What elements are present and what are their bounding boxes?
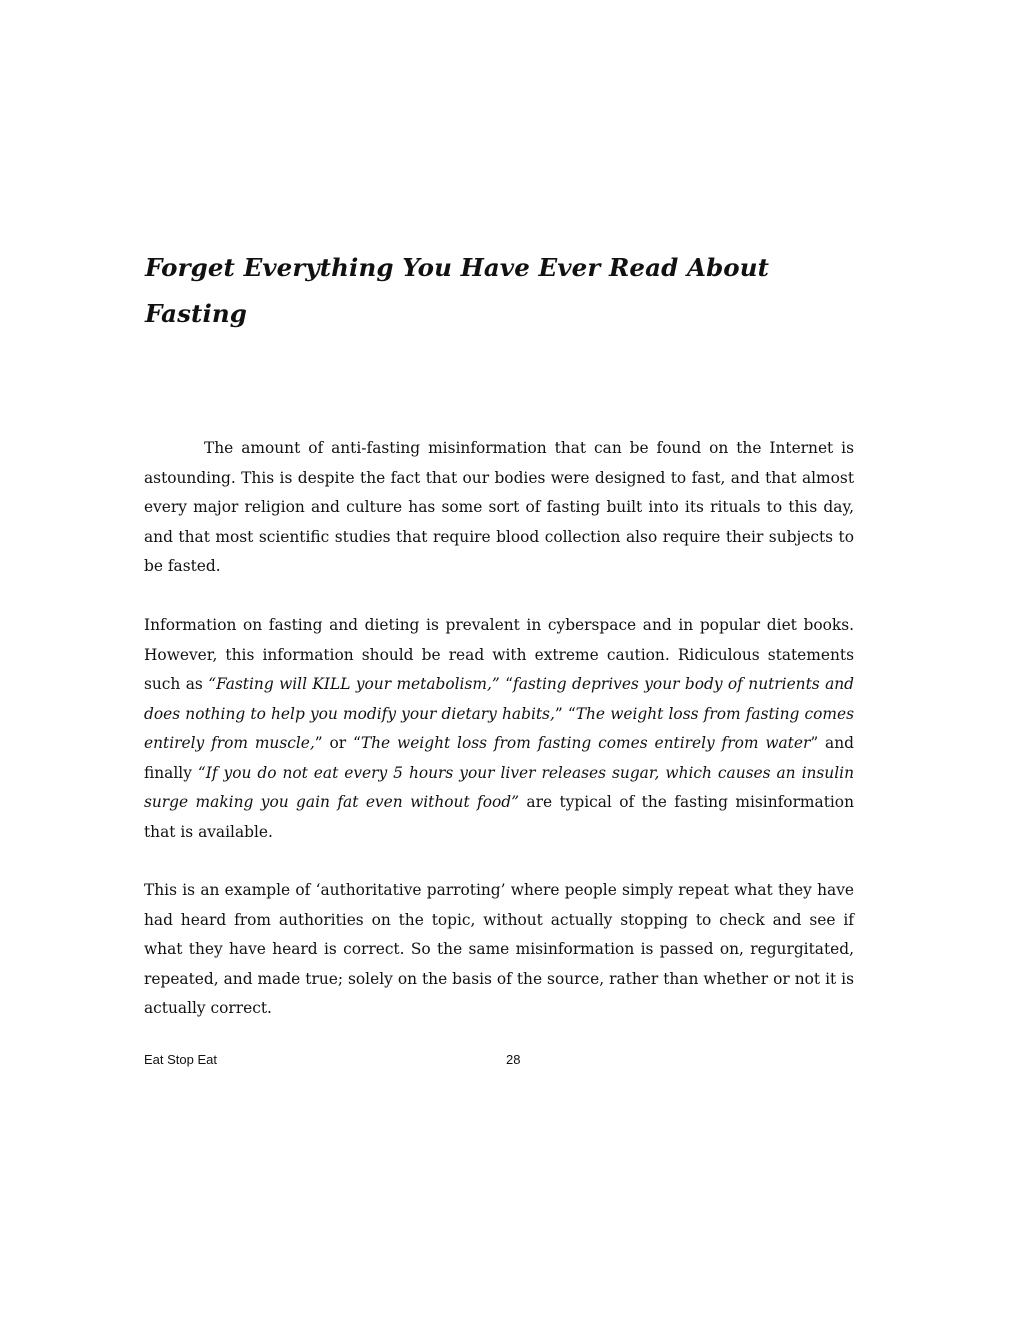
quote-2: fasting deprives your body of nutrients and does nothing to help you modify your dietary habits, — [144, 675, 855, 723]
paragraph-3: This is an example of ‘authoritative parroting’ where people simply repeat what they have had heard from authorities on the topic, without actually stopping to check and see if what they have heard is correct. So the same misinformation is passed on, regurgitated, repeated, and made true; solely on the basis of the source, rather than whether or not it is actually correct. — [144, 881, 854, 1017]
footer-book-title: Eat Stop Eat — [144, 1052, 217, 1067]
quote-5: “If you do not eat every 5 hours your liver releases sugar, which causes an insulin surge making you gain fat even without food” — [144, 763, 854, 811]
page-title: Forget Everything You Have Ever Read About Fasting — [145, 253, 770, 328]
paragraph-2 — [144, 611, 854, 847]
quote-1: “Fasting will KILL your metabolism,” — [208, 675, 500, 693]
footer-page-number: 28 — [506, 1052, 521, 1067]
paragraph-2-text-1: Information on fasting and dieting is prevalent in cyberspace and in popular diet books. However, this information should be read with extreme caution. Ridiculous statements such as — [144, 616, 854, 693]
paragraph-2-text-6: are typical of the fasting misinformation that is available. — [144, 793, 854, 841]
paragraph-2-text-2: “ — [499, 675, 513, 693]
paragraph-2-text-5: ” and finally — [144, 734, 854, 782]
paragraph-2-text-3: ” “ — [554, 704, 576, 723]
paragraph-1: The amount of anti-fasting misinformation that can be found on the Internet is astounding. This is despite the fact that our bodies were designed to fast, and that almost every major religion and culture has some sort of fasting built into its rituals to this day, and that most scientific studies that require blood collection also require their subjects to be fasted. — [144, 439, 854, 575]
quote-4: The weight loss from fasting comes entirely from water — [360, 734, 811, 752]
paragraph-2-text-4: ” or “ — [314, 734, 361, 752]
quote-3: The weight loss from fasting comes entirely from muscle, — [144, 704, 854, 752]
